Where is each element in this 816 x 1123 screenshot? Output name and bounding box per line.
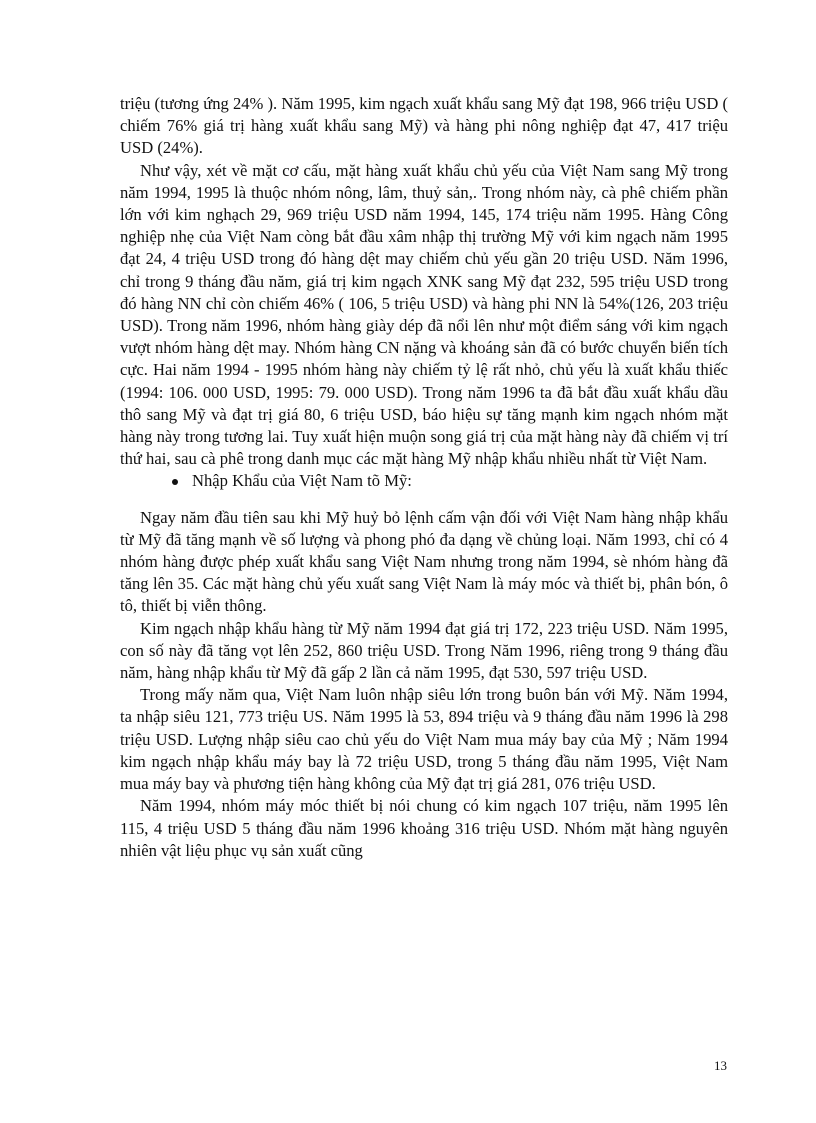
page-number: 13 (714, 1058, 727, 1073)
paragraph-trade-deficit: Trong mấy năm qua, Việt Nam luôn nhập siêu lớn trong buôn bán với Mỹ. Năm 1994, ta nhập siêu 121, 773 triệu US. Năm 1995 là 53, 894 triệu và 9 tháng đầu năm 1996 là 298 triệu USD. Lượng nhập siêu cao chủ yếu do Việt Nam mua máy bay của Mỹ ; Năm 1994 kim ngạch nhập khẩu máy bay là 72 triệu USD, trong 5 tháng đầu năm 1995, Việt Nam mua máy bay và phương tiện hàng không của Mỹ đạt trị giá 281, 076 triệu USD. (120, 685, 728, 794)
body-text (120, 93, 728, 862)
paragraph-spacer (120, 493, 728, 507)
paragraph-machinery: Năm 1994, nhóm máy móc thiết bị nói chung có kim ngạch 107 triệu, năm 1995 lên 115, 4 triệu USD 5 tháng đầu năm 1996 khoảng 316 triệu USD. Nhóm mặt hàng nguyên nhiên vật liệu phục vụ sản xuất cũng (120, 796, 728, 860)
paragraph-imports-growth: Ngay năm đầu tiên sau khi Mỹ huỷ bỏ lệnh cấm vận đối với Việt Nam hàng nhập khẩu từ Mỹ đã tăng mạnh về số lượng và phong phó đa dạng về chủng loại. Năm 1993, chỉ có 4 nhóm hàng được phép xuất khẩu sang Việt Nam nhưng trong năm 1994, sè nhóm hàng đã tăng lên 35. Các mặt hàng chủ yếu xuất sang Việt Nam là máy móc và thiết bị, phân bón, ô tô, thiết bị viễn thông. (120, 507, 728, 616)
paragraph-continuation: triệu (tương ứng 24% ). Năm 1995, kim ngạch xuất khẩu sang Mỹ đạt 198, 966 triệu USD ( chiếm 76% giá trị hàng xuất khẩu sang Mỹ) và hàng phi nông nghiệp đạt 47, 417 triệu USD (24%). (120, 94, 728, 158)
bullet-icon (172, 479, 178, 485)
bullet-item-imports (120, 470, 728, 492)
paragraph-import-value: Kim ngạch nhập khẩu hàng từ Mỹ năm 1994 đạt giá trị 172, 223 triệu USD. Năm 1995, con số này đã tăng vọt lên 252, 860 triệu USD. Trong Năm 1996, riêng trong 9 tháng đầu năm, hàng nhập khẩu từ Mỹ đã gấp 2 lần cả năm 1995, đạt 530, 597 triệu USD. (120, 618, 728, 683)
paragraph-export-structure: Như vậy, xét về mặt cơ cấu, mặt hàng xuất khẩu chủ yếu của Việt Nam sang Mỹ trong năm 1994, 1995 là thuộc nhóm nông, lâm, thuỷ sản,. Trong nhóm này, cà phê chiếm phần lớn với kim nghạch 29, 969 triệu USD năm 1994, 145, 174 triệu năm 1995. Hàng Công nghiệp nhẹ của Việt Nam còng bắt đầu xâm nhập thị trường Mỹ với kim ngạch năm 1995 đạt 24, 4 triệu USD trong đó hàng dệt may chiếm chủ yếu gần 20 triệu USD. Năm 1996, chỉ trong 9 tháng đầu năm, giá trị kim ngạch XNK sang Mỹ đạt 232, 595 triệu USD trong đó hàng NN chỉ còn chiếm 46% ( 106, 5 triệu USD) và hàng phi NN là 54%(126, 203 triệu USD). Trong năm 1996, nhóm hàng giày dép đã nổi lên như một điểm sáng với kim ngạch vượt nhóm hàng dệt may. Nhóm hàng CN nặng và khoáng sản đã có bước chuyển biến tích cực. Hai năm 1994 - 1995 nhóm hàng này chiếm tỷ lệ rất nhỏ, chủ yếu là xuất khẩu thiếc (1994: 106. 000 USD, 1995: 79. 000 USD). Trong năm 1996 ta đã bắt đầu xuất khẩu dầu thô sang Mỹ và đạt trị giá 80, 6 triệu USD, báo hiệu sự tăng mạnh kim ngạch nhóm mặt hàng này trong tương lai. Tuy xuất hiện muộn song giá trị của mặt hàng này đã chiếm vị trí thứ hai, sau cà phê trong danh mục các mặt hàng Mỹ nhập khẩu nhiều nhất từ Việt Nam. (120, 160, 728, 469)
bullet-heading-text: Nhập Khẩu của Việt Nam tõ Mỹ: (192, 471, 412, 491)
